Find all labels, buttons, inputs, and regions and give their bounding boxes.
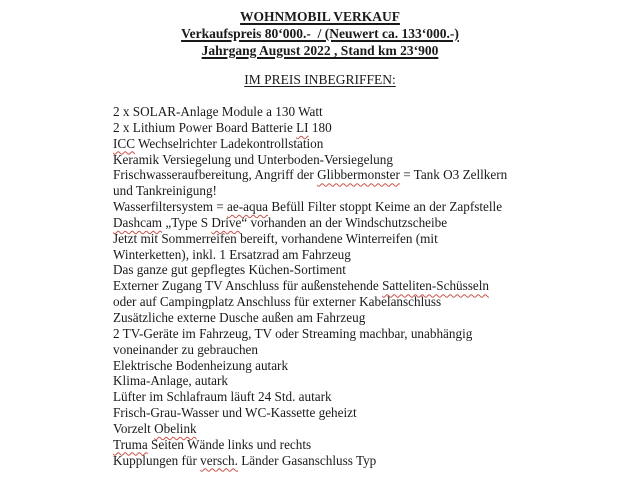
text-segment: Lüfter im Schlafraum läuft 24 Std. autark — [113, 389, 332, 405]
text-segment: Klima-Anlage, autark — [113, 373, 228, 389]
body-line — [113, 167, 640, 183]
text-segment: Seiten Wände links und rechts — [147, 436, 312, 452]
misspelled-word: Dashcam — [113, 214, 163, 230]
text-segment: Länder Gasanschluss Typ — [237, 452, 377, 468]
misspelled-word: Satteliten-Schüsseln — [382, 278, 490, 294]
text-segment: 2 x Lithium Power Board Batterie — [113, 119, 297, 135]
misspelled-word: ae-aqua — [227, 199, 269, 215]
text-segment: Frisch-Grau-Wasser und WC-Kassette geheizt — [113, 405, 357, 421]
misspelled-word: Drive — [211, 214, 242, 230]
text-segment: „Type S — [162, 214, 212, 230]
body-line — [113, 453, 640, 469]
text-segment: Das ganze gut gepflegtes Küchen-Sortiment — [113, 262, 346, 278]
text-segment: 180 — [308, 119, 332, 135]
body-text — [113, 104, 640, 468]
text-segment: Vorzelt — [113, 420, 155, 436]
body-line — [113, 278, 640, 294]
body-line — [113, 421, 640, 437]
body-line — [113, 120, 640, 136]
body-line — [113, 152, 640, 168]
text-segment: Frischwasseraufbereitung, Angriff der — [113, 167, 318, 183]
misspelled-word: Obelink — [154, 420, 197, 436]
body-line — [113, 183, 640, 199]
text-segment: Winterketten), inkl. 1 Ersatzrad am Fahrzeug — [113, 246, 351, 262]
year-mileage-text: Jahrgang August 2022 , Stand km 23‘900 — [201, 43, 439, 58]
document-title-line — [0, 8, 640, 25]
misspelled-word: LI — [296, 119, 309, 135]
price-line — [0, 25, 640, 42]
text-segment: Zusätzliche externe Dusche außen am Fahrzeug — [113, 309, 366, 325]
body-line — [113, 215, 640, 231]
body-line — [113, 358, 640, 374]
body-line — [113, 247, 640, 263]
text-segment: Elektrische Bodenheizung autark — [113, 357, 289, 373]
body-line — [113, 310, 640, 326]
body-line — [113, 405, 640, 421]
body-line — [113, 437, 640, 453]
text-segment: und Tankreinigung! — [113, 183, 217, 199]
misspelled-word: Glibbermonster — [317, 167, 400, 183]
body-line — [113, 326, 640, 342]
section-heading-line — [0, 71, 640, 88]
text-segment: Wechselrichter Ladekontrollstation — [134, 135, 324, 151]
section-heading: IM PREIS INBEGRIFFEN: — [244, 72, 396, 87]
misspelled-word: versch. — [200, 452, 238, 468]
body-line — [113, 262, 640, 278]
text-segment: Keramik Versiegelung und Unterboden-Versiegelung — [113, 151, 393, 167]
text-segment: Kupplungen für — [113, 452, 201, 468]
body-line — [113, 342, 640, 358]
misspelled-word: ICC — [113, 135, 135, 151]
document-title: WOHNMOBIL VERKAUF — [240, 9, 400, 24]
body-line — [113, 389, 640, 405]
body-line — [113, 373, 640, 389]
price-text: Verkaufspreis 80‘000.- / (Neuwert ca. 133‘000.-) — [181, 26, 459, 41]
text-segment: voneinander zu gebrauchen — [113, 341, 258, 357]
body-line — [113, 294, 640, 310]
text-segment: Befüll Filter stoppt Keime an der Zapfstelle — [268, 199, 503, 215]
text-segment: Jetzt mit Sommerreifen bereift, vorhandene Winterreifen (mit — [113, 230, 438, 246]
body-line — [113, 136, 640, 152]
text-segment: = Tank O3 Zellkern — [399, 167, 508, 183]
document-header — [0, 0, 640, 59]
text-segment: oder auf Campingplatz Anschluss für externer Kabelanschluss — [113, 294, 442, 310]
text-segment: 2 x SOLAR-Anlage Module a 130 Watt — [113, 104, 323, 119]
text-segment: “ vorhanden an der Windschutzscheibe — [241, 214, 448, 230]
year-mileage-line — [0, 42, 640, 59]
misspelled-word: Truma — [113, 436, 148, 452]
text-segment: Wasserfiltersystem = — [113, 199, 228, 215]
body-line — [113, 199, 640, 215]
body-line — [113, 231, 640, 247]
text-segment: 2 TV-Geräte im Fahrzeug, TV oder Streaming machbar, unabhängig — [113, 325, 473, 341]
body-line — [113, 104, 640, 120]
text-segment: Externer Zugang TV Anschluss für außenstehende — [113, 278, 383, 294]
